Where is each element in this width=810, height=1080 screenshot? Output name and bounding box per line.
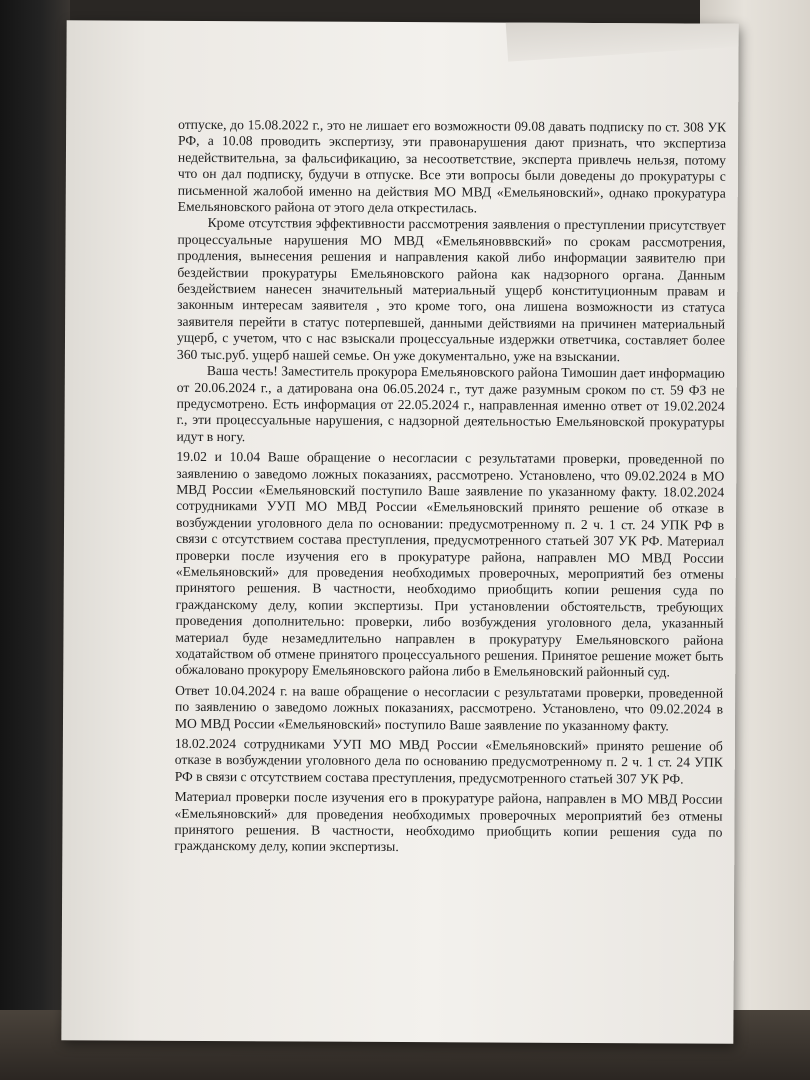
page-top-fold [506, 20, 739, 61]
paragraph-4: 19.02 и 10.04 Ваше обращение о несогласии с результатами проверки, проведенной по заявлению о заведомо ложных показаниях, рассмотрено. Установлено, что 09.02.2024 в МО МВД России «Емельяновский поступило Ваше заявление по указанному факту. 18.02.2024 сотрудниками УУП МО МВД России «Емельяновский принято решение об отказе в возбуждении уголовного дела по основании: предусмотренному п. 2 ч. 1 ст. 24 УПК РФ в связи с отсутствием состава преступления, предусмотренного статьей 307 УК РФ. Материал проверки после изучения его в прокуратуре района, направлен МО МВД России «Емельяновский» для проведения необходимых проверочных, мероприятий без отмены принятого решения. В частности, необходимо приобщить копии решения суда по гражданскому делу, копии экспертизы. При установлении обстоятельств, требующих проведения дополнительно: проверки, либо возбуждения уголовного дела, указанный материал буде незамедлительно направлен в прокуратуру Емельяновского района ходатайством об отмене принятого процессуального решения. Принятое решение может быть обжаловано прокурору Емельяновского района либо в Емельяновский районный суд. [175, 448, 725, 680]
document-body [174, 117, 726, 858]
document-page [61, 20, 738, 1044]
paragraph-1: отпуске, до 15.08.2022 г., это не лишает его возможности 09.08 давать подписку по ст. 308 УК РФ, а 10.08 проводить экспертизу, эти правонарушения дают признать, что экспертиза недействительна, за фальсификацию, за несоответствие, эксперта привлечь нельзя, потому что он дал подписку, будучи в отпуске. Все эти вопросы были доведены до прокуратуры с письменной жалобой именно на действия МО МВД «Емельяновский», однако прокуратура Емельяновского района от этого дела открестилась. [177, 116, 727, 216]
paragraph-3: Ваша честь! Заместитель прокурора Емельяновского района Тимошин дает информацию от 20.06.2024 г., а датирована она 06.05.2024 г., тут даже разумным сроком по ст. 59 ФЗ не предусмотрено. Есть информация от 22.05.2024 г., направленная именно ответ от 19.02.2024 г., эти процессуальные нарушения, с надзорной деятельностью Емельяновской прокуратуры идут в ногу. [176, 363, 725, 444]
desk-background-left [0, 0, 70, 1080]
paragraph-2: Кроме отсутствия эффективности рассмотрения заявления о преступлении присутствует процессуальные нарушения МО МВД «Емельяновввский» по срокам рассмотрения, продления, вынесения решения и направления какой либо информации заявителю при бездействии прокуратуры Емельяновского района как надзорного органа. Данным бездействием нанесен значительный материальный ущерб конституционным правам и законным интересам заявителя , это кроме того, она лишена возможности из статуса заявителя перейти в статус потерпевшей, данными действиями на причинен материальный ущерб, с учетом, что с нас взыскали процессуальные издержки ответчика, составляет более 360 тыс.руб. ущерб нашей семье. Он уже документально, уже на взыскании. [176, 215, 726, 364]
paragraph-7: Материал проверки после изучения его в прокуратуре района, направлен в МО МВД России «Емельяновский» для проведения необходимых проверочных мероприятий без отмены принятого решения. В частности, необходимо приобщить копии решения суда по гражданскому делу, копии экспертизы. [174, 789, 723, 855]
paragraph-5: Ответ 10.04.2024 г. на ваше обращение о несогласии с результатами проверки, проведенной по заявлению о заведомо ложных показаниях, рассмотрено. Установлено, что 09.02.2024 в МО МВД России «Емельяновский» поступило Ваше заявление по указанному факту. [174, 682, 724, 734]
paragraph-6: 18.02.2024 сотрудниками УУП МО МВД России «Емельяновский» принято решение об отказе в возбуждении уголовного дела по основанию предусмотренному п. 2 ч. 1 ст. 24 УПК РФ в связи с отсутствием состава преступления, предусмотренного статьей 307 УК РФ. [174, 735, 723, 787]
